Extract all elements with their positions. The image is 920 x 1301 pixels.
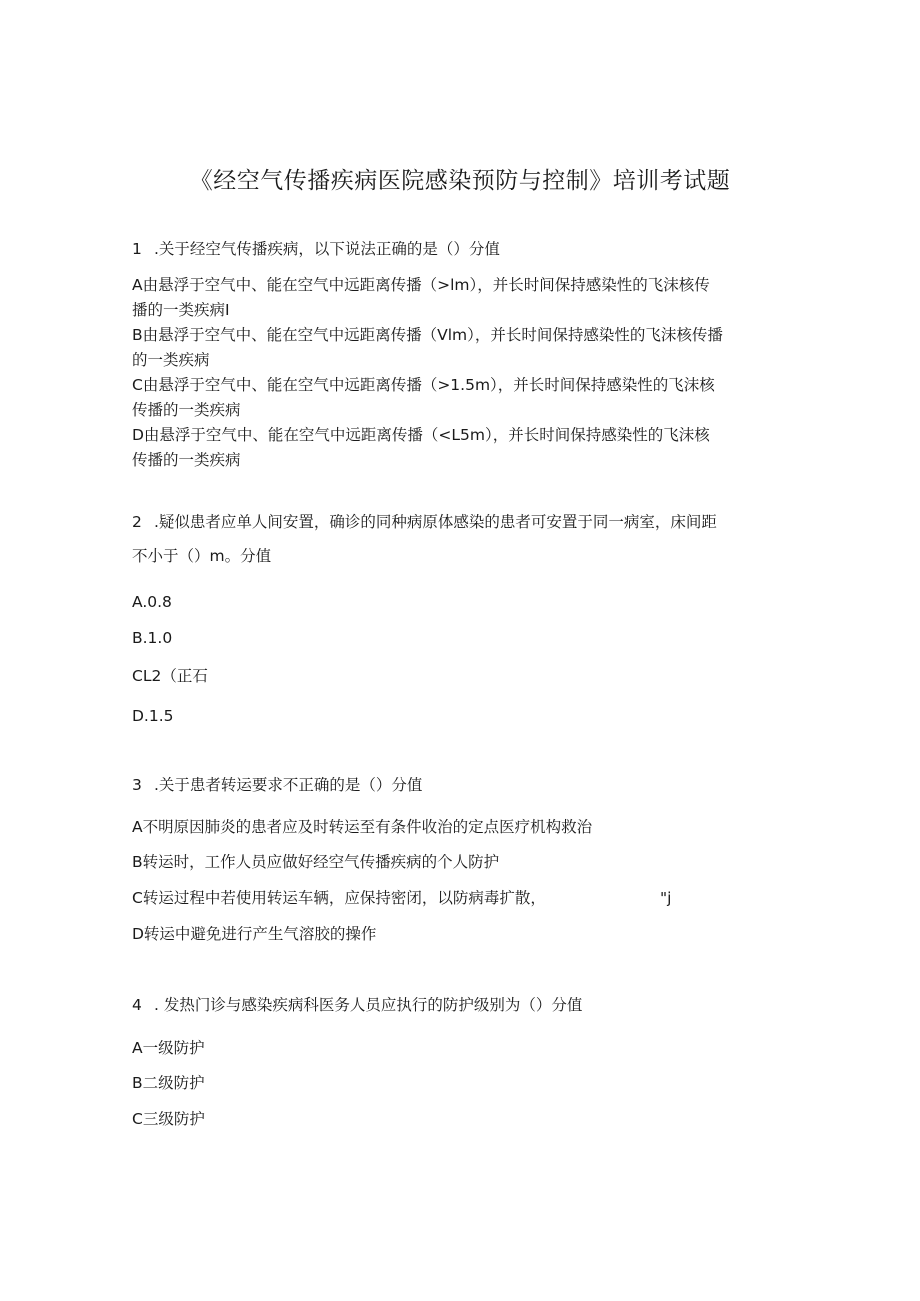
- question-4-option-b: B二级防护: [132, 1074, 205, 1092]
- question-3-option-b: B转运时，工作人员应做好经空气传播疾病的个人防护: [132, 853, 500, 871]
- question-1-option-d-cont: 传播的一类疾病: [132, 451, 241, 469]
- option-text: C转运过程中若使用转运车辆，应保持密闭，以防病毒扩散，: [132, 889, 546, 907]
- question-1-option-a-cont: 播的一类疾病I: [132, 301, 230, 319]
- question-text: . 发热门诊与感染疾病科医务人员应执行的防护级别为（）分值: [154, 996, 583, 1014]
- question-2-option-b: B.1.0: [132, 629, 173, 647]
- question-4-option-a: A一级防护: [132, 1039, 205, 1057]
- question-3-stem: [132, 773, 422, 797]
- question-1-option-b: B由悬浮于空气中、能在空气中远距离传播（Vlm），并长时间保持感染性的飞沫核传播: [132, 326, 723, 344]
- question-2-option-d: D.1.5: [132, 707, 174, 725]
- question-4-stem: [132, 993, 582, 1017]
- question-1-option-c: C由悬浮于空气中、能在空气中远距离传播（>1.5m），并长时间保持感染性的飞沫核: [132, 376, 715, 394]
- question-text: .疑似患者应单人间安置，确诊的同种病原体感染的患者可安置于同一病室，床间距: [154, 513, 717, 531]
- question-1-option-a: A由悬浮于空气中、能在空气中远距离传播（>lm），并长时间保持感染性的飞沫核传: [132, 276, 710, 294]
- question-number: 1: [132, 240, 142, 258]
- question-3-option-d: D转运中避免进行产生气溶胶的操作: [132, 925, 377, 943]
- question-number: 2: [132, 513, 142, 531]
- question-3-option-a: A不明原因肺炎的患者应及时转运至有条件收治的定点医疗机构救治: [132, 818, 593, 836]
- question-1-option-c-cont: 传播的一类疾病: [132, 401, 241, 419]
- question-number: 3: [132, 776, 142, 794]
- question-number: 4: [132, 996, 142, 1014]
- question-2-stem: [132, 510, 717, 534]
- question-1-stem: [132, 237, 500, 261]
- question-1-option-d: D由悬浮于空气中、能在空气中远距离传播（<L5m），并长时间保持感染性的飞沫核: [132, 426, 710, 444]
- question-text: .关于患者转运要求不正确的是（）分值: [154, 776, 423, 794]
- question-2-stem-cont: 不小于（）m。分值: [132, 547, 272, 565]
- question-3-option-c-tail: "j: [660, 889, 672, 907]
- question-3-option-c: [132, 886, 692, 910]
- page-title: 《经空气传播疾病医院感染预防与控制》培训考试题: [189, 168, 731, 194]
- question-2-option-a: A.0.8: [132, 593, 172, 611]
- question-2-option-c: CL2（正石: [132, 667, 208, 685]
- question-4-option-c: C三级防护: [132, 1110, 205, 1128]
- question-1-option-b-cont: 的一类疾病: [132, 351, 210, 369]
- question-text: .关于经空气传播疾病，以下说法正确的是（）分值: [154, 240, 500, 258]
